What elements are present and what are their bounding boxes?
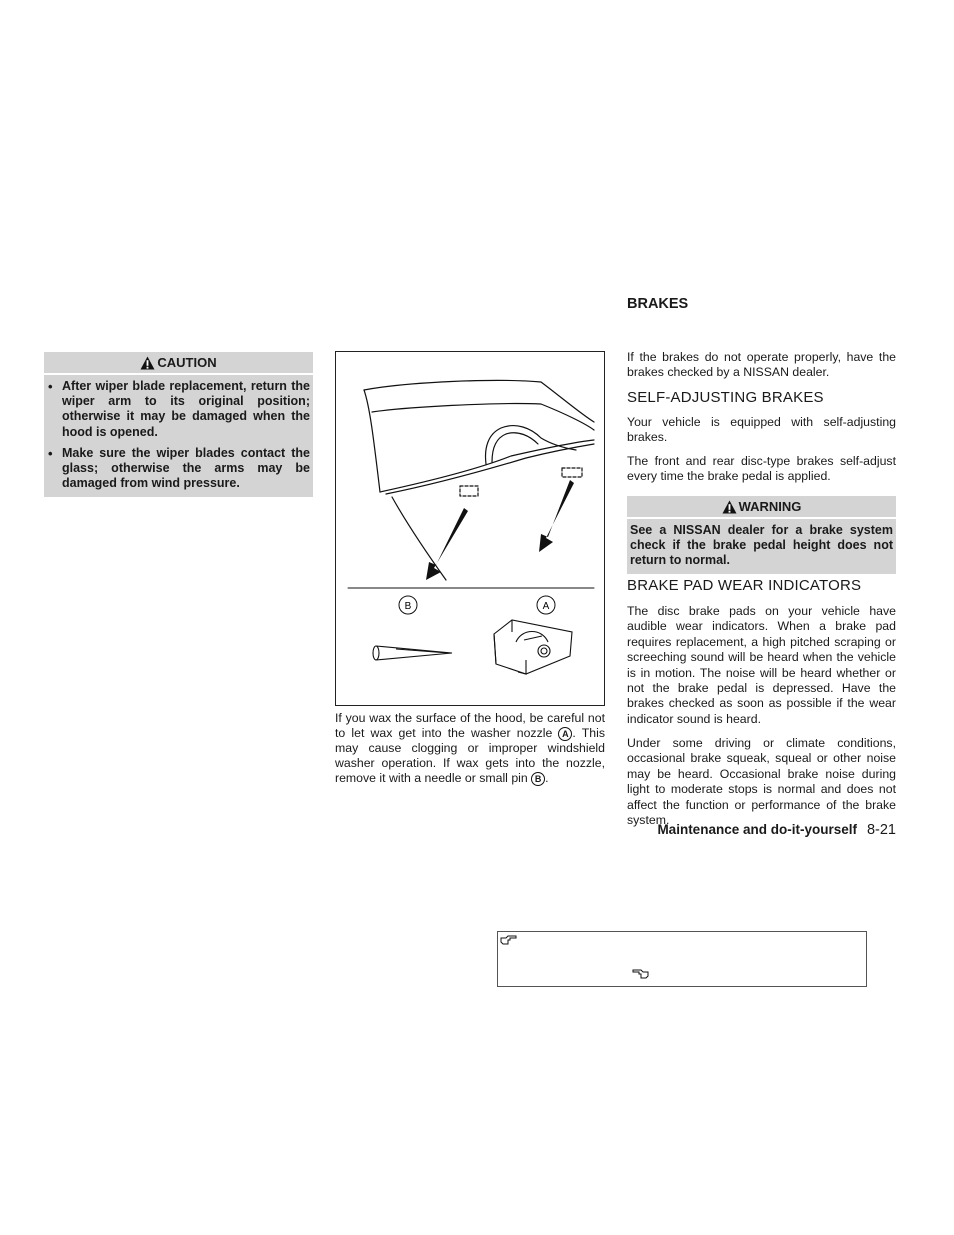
section-title: BRAKES xyxy=(627,296,689,312)
self-adjusting-p1: Your vehicle is equipped with self-adjusting brakes. xyxy=(627,415,896,445)
warning-box xyxy=(627,496,896,574)
warning-text: See a NISSAN dealer for a brake system check if the brake pedal height does not return to normal. xyxy=(630,523,893,567)
figure-labels xyxy=(399,596,555,614)
warning-triangle-icon xyxy=(140,356,155,370)
needle-drawing xyxy=(373,646,452,660)
pointing-hand-right-icon xyxy=(500,934,518,946)
hood-washer-nozzle-figure xyxy=(335,351,605,706)
pad-wear-heading: BRAKE PAD WEAR INDICATORS xyxy=(627,577,862,594)
ref-b-badge: B xyxy=(531,772,545,786)
figure-caption: If you wax the surface of the hood, be careful not to let wax get into the washer nozzle A . This may cause clogging or improper windshield washer operation. If wax gets into the nozzle, remove it with a needle or small pin B . xyxy=(335,711,605,785)
navigation-box xyxy=(497,931,867,987)
warning-header xyxy=(627,496,896,519)
caution-item: • Make sure the wiper blades contact the glass; otherwise the arms may be damaged from wind pressure. xyxy=(48,446,310,492)
warning-triangle-icon xyxy=(722,500,737,514)
caution-header xyxy=(44,352,313,375)
caution-box xyxy=(44,352,313,497)
page-number: 8-21 xyxy=(866,822,896,838)
hood-illustration xyxy=(336,352,604,705)
label-b: B xyxy=(404,601,412,612)
footer-section: Maintenance and do-it-yourself xyxy=(657,822,857,837)
pad-wear-p2: Under some driving or climate conditions, occasional brake squeak, squeal or other noise may be heard. Occasional brake noise during light to moderate stops is normal and does not affect the function or performance of the brake system. xyxy=(627,736,896,828)
pad-wear-p1: The disc brake pads on your vehicle have audible wear indicators. When a brake pad requires replacement, a high pitched scraping or screeching sound will be heard when the vehicle is in motion. The noise will be heard whether or not the brake pedal is depressed. Have the brakes checked as soon as possible if the wear indicator sound is heard. xyxy=(627,604,896,726)
caution-title: CAUTION xyxy=(157,355,217,370)
brakes-intro: If the brakes do not operate properly, have the brakes checked by a NISSAN dealer. xyxy=(627,350,896,380)
page-footer xyxy=(657,822,896,838)
pointing-hand-left-icon xyxy=(631,968,649,980)
warning-title: WARNING xyxy=(738,499,802,514)
self-adjusting-p2: The front and rear disc-type brakes self-adjust every time the brake pedal is applied. xyxy=(627,454,896,484)
caution-item: • After wiper blade replacement, return the wiper arm to its original position; otherwise it may be damaged when the hood is opened. xyxy=(48,379,310,440)
ref-a-badge: A xyxy=(558,727,572,741)
label-a: A xyxy=(542,601,550,612)
caution-list xyxy=(44,375,313,497)
self-adjusting-heading: SELF-ADJUSTING BRAKES xyxy=(627,389,824,406)
nozzle-closeup-drawing xyxy=(494,620,572,674)
